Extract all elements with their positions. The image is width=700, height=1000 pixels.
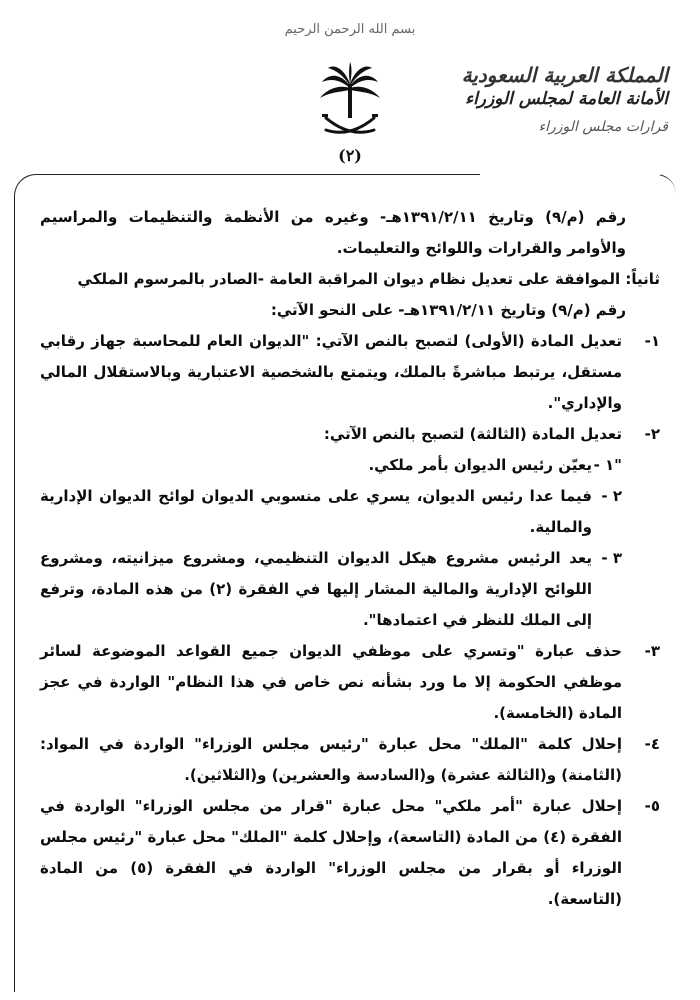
- secretariat-name: الأمانة العامة لمجلس الوزراء: [465, 89, 668, 109]
- item-number: ٣-: [644, 642, 660, 660]
- item-text: تعديل المادة (الأولى) لتصبح بالنص الآتي: "الديوان العام للمحاسبة جهاز رقابي مستقل، يرتبط مباشرةً بالملك، ويتمتع بالشخصية الاعتبارية وبالاستقلال المالي والإداري".: [40, 332, 622, 412]
- intro-line-2: والأوامر والقرارات واللوائح والتعليمات.: [336, 239, 626, 257]
- intro-line-1: رقم (م/٩) وتاريخ ١٣٩١/٢/١١هـ- وغيره من الأنظمة والتنظيمات والمراسيم: [40, 208, 626, 226]
- frame-gap: [480, 164, 660, 184]
- sub-item-text: يعيّن رئيس الديوان بأمر ملكي.: [368, 456, 592, 474]
- sub-item-text: يعد الرئيس مشروع هيكل الديوان التنظيمي، ومشروع ميزانيته، ومشروع اللوائح الإدارية والمالية المشار إليها في الفقرة (٢) من هذه المادة، وترفع إلى الملك للنظر في اعتمادها".: [40, 549, 592, 629]
- second-clause: [40, 264, 660, 295]
- item-text: تعديل المادة (الثالثة) لتصبح بالنص الآتي:: [323, 425, 622, 443]
- decision-body: [40, 202, 660, 915]
- sub-item: [40, 481, 660, 543]
- kingdom-name: المملكة العربية السعودية: [461, 63, 668, 87]
- list-item: [40, 419, 660, 450]
- item-text: إحلال كلمة "الملك" محل عبارة "رئيس مجلس الوزراء" الواردة في المواد: (الثامنة) و(الثالثة عشرة) و(السادسة والعشرين) و(الثلاثين).: [40, 735, 622, 784]
- item-text: حذف عبارة "وتسري على موظفي الديوان جميع القواعد الموضوعة لسائر موظفي الحكومة إلا ما ورد بشأنه نص خاص في هذا النظام" الواردة في عجز المادة (الخامسة).: [40, 642, 622, 722]
- item-text: إحلال عبارة "أمر ملكي" محل عبارة "قرار من مجلس الوزراء" الواردة في الفقرة (٤) من المادة (التاسعة)، وإحلال كلمة "الملك" محل عبارة "رئيس مجلس الوزراء أو بقرار من مجلس الوزراء" الواردة في الفقرة (٥) من المادة (التاسعة).: [40, 797, 622, 908]
- intro-text: [40, 202, 660, 264]
- sub-item-number: ٢ -: [601, 487, 622, 505]
- second-clause-line-2: رقم (م/٩) وتاريخ ١٣٩١/٢/١١هـ- على النحو الآتي:: [270, 301, 626, 319]
- sub-item-text: فيما عدا رئيس الديوان، يسري على منسوبي الديوان لوائح الديوان الإدارية والمالية.: [40, 487, 592, 536]
- sub-item: [40, 543, 660, 636]
- list-item: [40, 729, 660, 791]
- letterhead: [448, 62, 668, 136]
- basmala: بسم الله الرحمن الرحيم: [284, 22, 416, 37]
- sub-item-number: "١ -: [593, 456, 622, 474]
- sub-item-number: ٣ -: [601, 549, 622, 567]
- list-item: [40, 636, 660, 729]
- page-number: (٢): [338, 146, 362, 165]
- item-number: ١-: [644, 332, 660, 350]
- list-item: [40, 326, 660, 419]
- item-number: ٢-: [644, 425, 660, 443]
- decisions-label: قرارات مجلس الوزراء: [538, 119, 668, 136]
- sub-item: [40, 450, 660, 481]
- second-clause-title: ثانياً: الموافقة على تعديل نظام ديوان المراقبة العامة -الصادر بالمرسوم الملكي: [77, 270, 660, 288]
- item-number: ٥-: [644, 797, 660, 815]
- list-item: [40, 791, 660, 915]
- palm-swords-emblem-icon: [318, 62, 382, 144]
- item-number: ٤-: [644, 735, 660, 753]
